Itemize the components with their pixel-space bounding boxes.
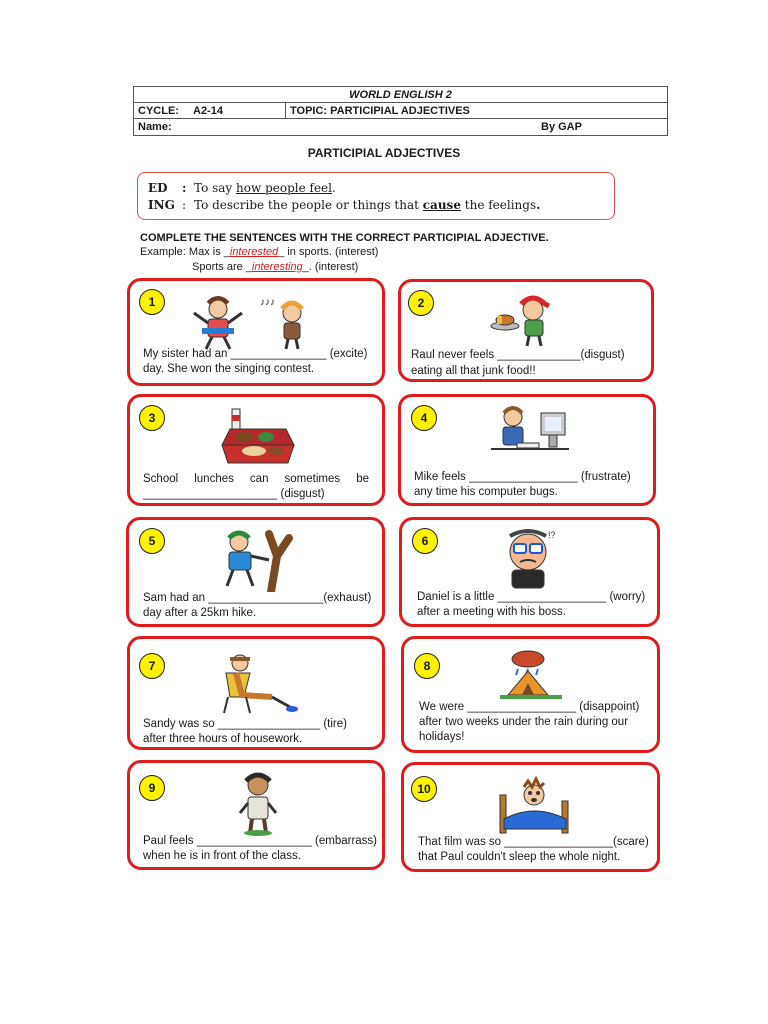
rule-ing-colon: : xyxy=(182,197,187,212)
exercise-number-badge: 7 xyxy=(139,653,165,679)
example-1-suffix: _ in sports. (interest) xyxy=(278,246,379,258)
exercise-card-9 xyxy=(127,760,385,870)
rule-ing xyxy=(148,196,604,213)
header-title-row xyxy=(134,87,667,103)
exercise-line-1: Paul feels __________________ (embarrass) xyxy=(143,835,377,847)
exercise-number-badge: 1 xyxy=(139,289,165,315)
example-1-answer: interested xyxy=(229,246,279,258)
exercise-line-2: after three hours of housework. xyxy=(143,733,303,745)
example-2-answer: interesting xyxy=(251,261,303,273)
example-2-suffix: _. (interest) xyxy=(302,261,359,273)
rule-ed-key: ED xyxy=(148,180,168,195)
computer-user-icon xyxy=(487,403,571,465)
exercise-number-badge: 8 xyxy=(414,653,440,679)
svg-text:♪♪♪: ♪♪♪ xyxy=(260,297,275,308)
exercise-line-3: holidays! xyxy=(419,731,465,743)
page-title: PARTICIPIAL ADJECTIVES xyxy=(307,146,461,160)
exercise-line-1: We were _________________ (disappoint) xyxy=(419,701,640,713)
exercise-line-2: after two weeks under the rain during our xyxy=(419,716,629,728)
instructions: COMPLETE THE SENTENCES WITH THE CORRECT PARTICIPIAL ADJECTIVE. xyxy=(140,232,549,244)
embarrassed-boy-icon xyxy=(230,771,286,837)
example-line-2 xyxy=(192,261,358,273)
rule-ing-suffix: the feelings xyxy=(460,197,537,212)
rainy-tent-icon xyxy=(498,649,564,701)
rule-ed-prefix: To say xyxy=(194,180,237,195)
exercise-number-badge: 5 xyxy=(139,528,165,554)
exercise-card-7 xyxy=(127,636,385,750)
exercise-card-2 xyxy=(398,279,654,382)
exercise-card-6 xyxy=(399,517,660,627)
scared-boy-bed-icon xyxy=(496,773,572,835)
exercise-card-5 xyxy=(126,517,385,627)
exercise-line-1: School lunches can sometimes be xyxy=(143,473,369,485)
exercise-line-1: My sister had an _______________ (excite) xyxy=(143,348,368,360)
topic-label: TOPIC: PARTICIPIAL ADJECTIVES xyxy=(290,104,470,117)
exercise-line-2: day. She won the singing contest. xyxy=(143,363,315,375)
exercise-card-1 xyxy=(127,278,385,386)
exercise-card-3 xyxy=(127,394,385,506)
author-label: By GAP xyxy=(541,121,582,133)
exercise-line-2: when he is in front of the class. xyxy=(143,850,301,862)
header-cycle-row xyxy=(134,103,667,119)
exercise-card-8 xyxy=(401,636,660,753)
exercise-number-badge: 3 xyxy=(139,405,165,431)
exercise-line-1: Daniel is a little _________________ (worry) xyxy=(417,591,646,603)
cycle-label: CYCLE: xyxy=(138,104,179,117)
junk-food-kid-icon xyxy=(489,292,559,348)
exercise-line-2: day after a 25km hike. xyxy=(143,607,257,619)
rule-ed-underlined: how people feel xyxy=(236,180,332,195)
exercise-line-1: Sam had an __________________(exhaust) xyxy=(143,592,372,604)
worried-man-icon xyxy=(498,528,562,590)
exercise-number-badge: 6 xyxy=(412,528,438,554)
exercise-line-2: eating all that junk food!! xyxy=(411,365,536,377)
rule-ing-key: ING xyxy=(148,197,175,212)
rule-ing-end: . xyxy=(536,197,541,212)
name-label: Name: xyxy=(138,121,172,133)
exercise-line-1: Sandy was so ________________ (tire) xyxy=(143,718,347,730)
rules-box xyxy=(137,172,615,220)
header-table xyxy=(133,86,668,136)
singing-girls-icon xyxy=(188,291,318,353)
exercise-line-2: after a meeting with his boss. xyxy=(417,606,566,618)
rule-ed-suffix: . xyxy=(332,180,336,195)
svg-text:!?: !? xyxy=(548,530,556,540)
exercise-number-badge: 10 xyxy=(411,776,437,802)
exercise-number-badge: 4 xyxy=(411,405,437,431)
exercise-line-1: Mike feels _________________ (frustrate) xyxy=(414,471,631,483)
exercise-number-badge: 2 xyxy=(408,290,434,316)
exercise-card-4 xyxy=(398,394,656,506)
tired-woman-chair-icon xyxy=(216,651,300,717)
exercise-card-10 xyxy=(401,762,660,872)
example-line-1 xyxy=(140,246,378,258)
exercise-line-2: that Paul couldn't sleep the whole night. xyxy=(418,851,621,863)
exercise-line-2: _____________________ (disgust) xyxy=(143,488,325,500)
worksheet-title: WORLD ENGLISH 2 xyxy=(349,88,452,101)
example-1-prefix: Example: Max is _ xyxy=(140,246,230,258)
rule-ing-bold: cause xyxy=(422,197,461,212)
rule-ing-prefix: To describe the people or things that xyxy=(194,197,423,212)
rule-ed-colon: : xyxy=(182,180,187,195)
exercise-line-2: any time his computer bugs. xyxy=(414,486,558,498)
rule-ed xyxy=(148,179,604,196)
tired-hiker-icon xyxy=(217,526,297,592)
cycle-value: A2-14 xyxy=(189,103,286,118)
exercise-number-badge: 9 xyxy=(139,775,165,801)
exercise-line-1: That film was so _________________(scare) xyxy=(418,836,649,848)
header-name-row xyxy=(134,119,667,135)
exercise-line-1: Raul never feels _____________(disgust) xyxy=(411,349,625,361)
example-2-prefix: Sports are _ xyxy=(192,261,252,273)
lunch-tray-icon xyxy=(218,405,298,467)
